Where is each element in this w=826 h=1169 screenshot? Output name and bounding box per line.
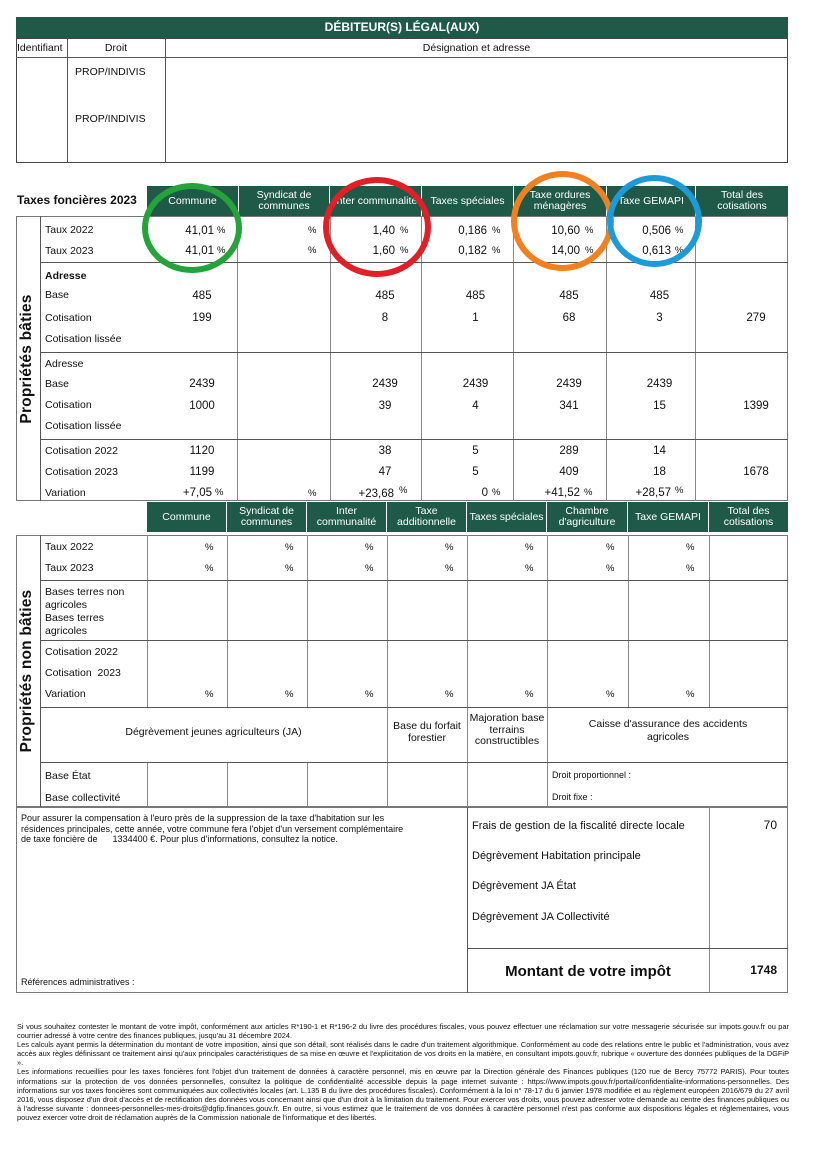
cot2022-speciales: 5 — [472, 445, 479, 457]
header-syndicat: Syndicat de communes — [239, 186, 329, 216]
annotation-circle-blue — [607, 175, 702, 267]
caisse-assurance-label: Caisse d'assurance des accidents agricoles — [588, 718, 748, 743]
base-collectivite-label: Base collectivité — [45, 792, 121, 804]
droit-row-2: PROP/INDIVIS — [75, 113, 146, 125]
pct: % — [585, 225, 594, 236]
taux2022-commune: 41,01 — [185, 225, 214, 237]
variation-gemapi: +28,57 — [635, 487, 671, 499]
header-inter: Inter communalité — [330, 186, 421, 216]
b1-base-commune: 485 — [192, 290, 212, 302]
nb-header-speciales: Taxes spéciales — [467, 502, 546, 532]
pct: % — [606, 563, 615, 574]
b2-base-commune: 2439 — [189, 378, 215, 390]
taxes-foncieres-year: Taxes foncières 2023 — [17, 193, 137, 207]
nb-header-total: Total des cotisations — [709, 502, 788, 532]
cot2022-commune: 1120 — [189, 445, 215, 457]
pct: % — [584, 487, 593, 498]
degrevement-ja-collectivite-label: Dégrèvement JA Collectivité — [472, 911, 610, 923]
variation-label: Variation — [45, 487, 86, 499]
nb-header-syndicat: Syndicat de communes — [227, 502, 306, 532]
frais-gestion-label: Frais de gestion de la fiscalité directe locale — [472, 820, 685, 832]
b1-base-gemapi: 485 — [649, 290, 670, 302]
b2-cot-commune: 1000 — [189, 400, 215, 412]
b2-cot-ordures: 341 — [559, 400, 579, 412]
b2-cot-total: 1399 — [743, 400, 769, 412]
variation-inter: +23,68 — [358, 488, 394, 500]
footer-paragraph: Si vous souhaitez contester le montant de votre impôt, conformément aux articles R*190-1 et R*196-2 du livre des procédures fiscales, vous pouvez effectuer une réclamation sur votre messagerie sécurisée sur impots.gouv.fr ou par courrier adressé à votre centre des finances publiques, jusqu'au 31 décembre 2024. — [17, 1022, 789, 1041]
b1-cot-ordures: 68 — [562, 312, 576, 324]
pct: % — [445, 689, 454, 700]
b1-cot-gemapi: 3 — [656, 312, 663, 324]
taux2023-ordures: 14,00 — [551, 245, 580, 257]
pct: % — [205, 689, 214, 700]
pct: % — [215, 487, 224, 498]
montant-impot-label: Montant de votre impôt — [505, 963, 671, 980]
b2-cot-speciales: 4 — [472, 400, 479, 412]
cot2023-gemapi: 18 — [653, 466, 666, 478]
cot2022-ordures: 289 — [559, 445, 579, 457]
b2-base-ordures: 2439 — [556, 378, 582, 390]
header-total: Total des cotisations — [696, 186, 788, 216]
annotation-circle-red — [323, 177, 431, 277]
cot2022-label: Cotisation 2022 — [45, 445, 118, 457]
nb-header-inter: Inter communalité — [307, 502, 386, 532]
taux2022-speciales: 0,186 — [458, 225, 487, 237]
nb-header-chambre: Chambre d'agriculture — [547, 502, 627, 532]
pct: % — [606, 542, 615, 553]
majoration-label: Majoration base terrains constructibles — [469, 712, 545, 747]
base-etat-label: Base État — [45, 770, 91, 782]
pct: % — [686, 563, 695, 574]
cot2023-speciales: 5 — [472, 466, 479, 478]
col-identifiant: Identifiant — [17, 42, 63, 54]
variation-speciales: 0 — [481, 487, 488, 499]
b2-base-gemapi: 2439 — [646, 378, 673, 390]
bases-non-agricoles-label: Bases terres non agricoles — [45, 586, 125, 611]
variation-commune: +7,05 — [182, 487, 212, 499]
col-designation: Désignation et adresse — [422, 42, 531, 54]
pct: % — [217, 225, 226, 236]
bati-section-label: Propriétés bâties — [18, 294, 35, 424]
cot2023-inter: 47 — [378, 466, 392, 478]
footer-paragraph: Les informations recueillies pour les taxes foncières font l'objet d'un traitement de données à caractère personnel, mis en œuvre par la Direction générale des Finances publiques (120 rue de Bercy 75772 PARIS). Pour toutes informations sur la protection de vos données personnelles, consultez la politique de confidentialité accessible depuis la page internet suivante : https://www.impots.gouv.fr/portail/confidentialite-informations-personnelles. Des informations sur vos taxes foncières sont communiquées aux collectivités locales (art. L.135 B du livre des procédures fiscales). Conformément à la loi n° 78-17 du 6 janvier 1978 modifiée et au règlement européen 2016/679 du 27 avril 2016, vous disposez d'un droit d'accès et de rectification des données vous concernant ainsi que d'un droit à la limitation du traitement. Pour exercer vos droits, vous pouvez adresser votre demande au centre des finances publiques ou à l'adresse suivante : donnees-personnelles-mes-droits@dgfip.finances.gouv.fr. En outre, si vous estimez que le traitement de vos données à caractère personnel n'est pas conforme aux dispositions légales et réglementaires, vous pouvez exercer votre droit de réclamation auprès de la Commission nationale de l'informatique et des libertés. — [17, 1067, 789, 1122]
adresse-label: Adresse — [45, 270, 87, 282]
degrevement-ja-etat-label: Dégrèvement JA État — [472, 880, 576, 892]
cot2023-label: Cotisation 2023 — [45, 466, 118, 478]
cotisation-label: Cotisation — [45, 312, 92, 324]
pct: % — [205, 563, 214, 574]
taux2022-gemapi: 0,506 — [642, 225, 671, 237]
nb-header-gemapi: Taxe GEMAPI — [628, 502, 708, 532]
degrevement-ja-label: Dégrèvement jeunes agriculteurs (JA) — [125, 726, 302, 738]
droit-proportionnel-label: Droit proportionnel : — [552, 770, 632, 780]
taux2022-label: Taux 2022 — [45, 224, 94, 236]
pct: % — [400, 245, 409, 256]
nb-header-additionnelle: Taxe additionnelle — [387, 502, 466, 532]
pct: % — [525, 689, 534, 700]
frais-gestion-value: 70 — [763, 818, 777, 832]
pct: % — [285, 542, 294, 553]
b2-cot-inter: 39 — [378, 400, 392, 412]
pct: % — [585, 245, 594, 256]
degrevement-habitation-label: Dégrèvement Habitation principale — [472, 850, 641, 862]
pct: % — [308, 488, 317, 499]
nb-taux2022-label: Taux 2022 — [45, 541, 94, 553]
annotation-circle-orange — [511, 171, 614, 271]
nb-taux2023-label: Taux 2023 — [45, 562, 94, 574]
taux2023-commune: 41,01 — [185, 245, 214, 257]
taux2023-inter: 1,60 — [372, 245, 395, 257]
pct: % — [205, 542, 214, 553]
annotation-circle-green — [142, 183, 242, 273]
taux2023-speciales: 0,182 — [458, 245, 487, 257]
references-administratives: Références administratives : — [21, 977, 135, 987]
pct: % — [399, 485, 408, 496]
base-label: Base — [45, 289, 69, 301]
pct: % — [285, 689, 294, 700]
pct: % — [445, 563, 454, 574]
pct: % — [492, 487, 501, 498]
legal-footer — [17, 1022, 789, 1122]
cot2023-ordures: 409 — [559, 466, 579, 478]
lissee-label: Cotisation lissée — [45, 333, 122, 345]
pct: % — [606, 689, 615, 700]
non-bati-table — [16, 535, 788, 807]
b1-cot-inter: 8 — [381, 312, 389, 324]
nb-cot2022-label: Cotisation 2022 — [45, 646, 118, 658]
pct: % — [492, 245, 501, 256]
montant-impot-value: 1748 — [750, 963, 777, 977]
taux2023-gemapi: 0,613 — [642, 245, 671, 257]
pct: % — [525, 563, 534, 574]
pct: % — [365, 689, 374, 700]
pct: % — [308, 245, 317, 256]
b2-base-speciales: 2439 — [462, 378, 489, 390]
cot2023-commune: 1199 — [189, 466, 215, 478]
cot2023-total: 1678 — [743, 466, 769, 478]
lissee-label: Cotisation lissée — [45, 420, 122, 432]
pct: % — [445, 542, 454, 553]
pct: % — [675, 225, 684, 236]
pct: % — [492, 225, 501, 236]
debiteurs-title: DÉBITEUR(S) LÉGAL(AUX) — [16, 17, 788, 38]
header-ordures: Taxe ordures ménagères — [514, 186, 606, 216]
b1-base-speciales: 485 — [465, 290, 486, 302]
taux2022-inter: 1,40 — [372, 225, 395, 237]
nb-cot2023-label: Cotisation 2023 — [45, 667, 121, 679]
droit-fixe-label: Droit fixe : — [552, 792, 593, 802]
b1-cot-speciales: 1 — [472, 312, 479, 324]
pct: % — [217, 245, 226, 256]
nb-header-commune: Commune — [147, 502, 226, 532]
base-label: Base — [45, 378, 69, 390]
pct: % — [365, 542, 374, 553]
b1-base-ordures: 485 — [559, 290, 579, 302]
pct: % — [675, 245, 684, 256]
pct: % — [285, 563, 294, 574]
footer-paragraph: Les calculs ayant permis la détermination du montant de votre imposition, ainsi que son détail, sont réalisés dans le cadre d'un traitement algorithmique. Conformément au code des relations entre le public et l'administration, vous avez accès aux règles définissant ce traitement ainsi qu'aux principales caractéristiques de sa mise en œuvre et l'explicitation de vos droits en la matière, en consultant impots.gouv.fr, rubrique « ouverture des données publiques de la DGFiP ». — [17, 1040, 789, 1068]
b2-base-inter: 2439 — [372, 378, 398, 390]
variation-ordures: +41,52 — [544, 487, 580, 499]
adresse-label: Adresse — [45, 358, 84, 370]
b1-cot-commune: 199 — [192, 312, 212, 324]
non-bati-section-label: Propriétés non bâties — [18, 589, 35, 753]
header-gemapi: Taxe GEMAPI — [607, 186, 695, 216]
pct: % — [675, 485, 684, 496]
cotisation-label: Cotisation — [45, 399, 92, 411]
b2-cot-gemapi: 15 — [653, 400, 666, 412]
nb-variation-label: Variation — [45, 688, 86, 700]
pct: % — [365, 563, 374, 574]
header-speciales: Taxes spéciales — [422, 186, 513, 216]
cot2022-inter: 38 — [378, 445, 392, 457]
forfait-forestier-label: Base du forfait forestier — [393, 720, 461, 744]
pct: % — [686, 689, 695, 700]
taux2023-label: Taux 2023 — [45, 245, 94, 257]
b1-base-inter: 485 — [375, 290, 395, 302]
header-commune: Commune — [147, 186, 238, 216]
bases-agricoles-label: Bases terres agricoles — [45, 612, 104, 637]
pct: % — [525, 542, 534, 553]
cot2022-gemapi: 14 — [653, 445, 666, 457]
pct: % — [400, 225, 409, 236]
b1-cot-total: 279 — [746, 312, 766, 324]
taux2022-ordures: 10,60 — [551, 225, 580, 237]
pct: % — [686, 542, 695, 553]
droit-row-1: PROP/INDIVIS — [75, 66, 146, 78]
pct: % — [308, 225, 317, 236]
col-droit: Droit — [104, 42, 128, 54]
compensation-notice: Pour assurer la compensation à l'euro près de la suppression de la taxe d'habitation sur les résidences principales, cette année, votre commune fera l'objet d'un versement complémentaire de taxe foncière de 1334400 €. Pour plus d'informations, consultez la notice. — [21, 813, 406, 844]
